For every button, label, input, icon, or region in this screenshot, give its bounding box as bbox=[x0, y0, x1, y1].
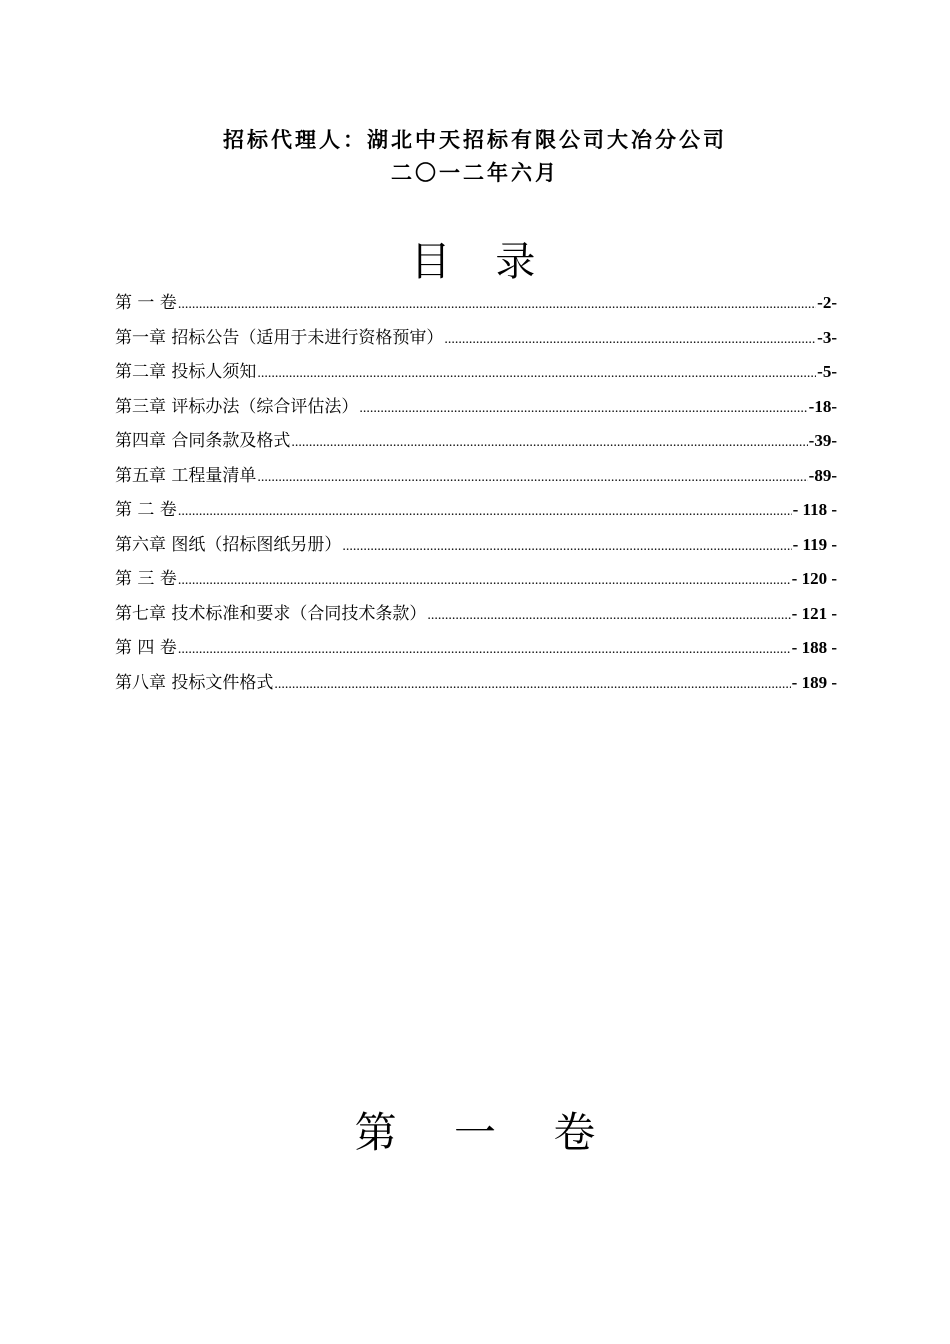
toc-entry-label: 第七章 技术标准和要求（合同技术条款） bbox=[115, 603, 427, 624]
tender-agent-line: 招标代理人：湖北中天招标有限公司大冶分公司 bbox=[223, 128, 727, 152]
table-of-contents bbox=[115, 288, 837, 702]
toc-entry[interactable] bbox=[115, 461, 837, 496]
toc-entry[interactable] bbox=[115, 392, 837, 427]
toc-leader-dots bbox=[359, 401, 807, 417]
toc-leader-dots bbox=[178, 573, 791, 589]
toc-entry-label: 第四章 合同条款及格式 bbox=[115, 431, 291, 451]
toc-entry-label: 第六章 图纸（招标图纸另册） bbox=[115, 534, 342, 555]
toc-entry-page: - 119 - bbox=[792, 534, 837, 554]
toc-entry-label: 第八章 投标文件格式 bbox=[115, 672, 274, 693]
toc-entry-page: - 188 - bbox=[791, 638, 837, 657]
toc-entry[interactable] bbox=[115, 633, 837, 668]
toc-entry-label: 第 三 卷 bbox=[115, 569, 177, 589]
toc-entry[interactable] bbox=[115, 530, 837, 565]
toc-entry[interactable] bbox=[115, 668, 837, 703]
toc-leader-dots bbox=[178, 504, 792, 520]
toc-entry-page: - 189 - bbox=[791, 672, 837, 692]
toc-leader-dots bbox=[444, 332, 816, 348]
toc-entry-page: -39- bbox=[808, 431, 837, 450]
toc-entry[interactable] bbox=[115, 288, 837, 323]
toc-entry[interactable] bbox=[115, 599, 837, 634]
toc-leader-dots bbox=[178, 642, 791, 658]
toc-entry-label: 第二章 投标人须知 bbox=[115, 362, 257, 382]
toc-entry-page: - 118 - bbox=[792, 500, 837, 519]
toc-entry-label: 第 二 卷 bbox=[115, 500, 177, 520]
toc-entry-page: -89- bbox=[808, 465, 837, 485]
toc-entry-page: - 121 - bbox=[791, 603, 837, 623]
toc-entry[interactable] bbox=[115, 357, 837, 392]
toc-entry-label: 第三章 评标办法（综合评估法） bbox=[115, 396, 359, 417]
toc-entry-label: 第五章 工程量清单 bbox=[115, 465, 257, 486]
toc-leader-dots bbox=[342, 539, 791, 555]
toc-entry[interactable] bbox=[115, 564, 837, 599]
toc-leader-dots bbox=[274, 677, 790, 693]
toc-title: 目 录 bbox=[410, 239, 552, 285]
toc-entry[interactable] bbox=[115, 426, 837, 461]
toc-entry[interactable] bbox=[115, 323, 837, 358]
toc-leader-dots bbox=[178, 297, 816, 313]
toc-leader-dots bbox=[257, 470, 807, 486]
volume-heading: 第 一 卷 bbox=[354, 1108, 618, 1157]
document-date: 二〇一二年六月 bbox=[391, 161, 559, 185]
toc-entry-page: -3- bbox=[817, 327, 837, 347]
toc-leader-dots bbox=[427, 608, 790, 624]
toc-entry-label: 第 一 卷 bbox=[115, 293, 177, 313]
toc-entry-page: - 120 - bbox=[791, 569, 837, 588]
toc-entry[interactable] bbox=[115, 495, 837, 530]
toc-leader-dots bbox=[257, 366, 816, 382]
toc-leader-dots bbox=[291, 435, 807, 451]
toc-entry-label: 第一章 招标公告（适用于未进行资格预审） bbox=[115, 327, 444, 348]
toc-entry-page: -5- bbox=[817, 362, 837, 381]
toc-entry-label: 第 四 卷 bbox=[115, 638, 177, 658]
toc-entry-page: -2- bbox=[817, 293, 837, 312]
toc-entry-page: -18- bbox=[808, 396, 837, 416]
